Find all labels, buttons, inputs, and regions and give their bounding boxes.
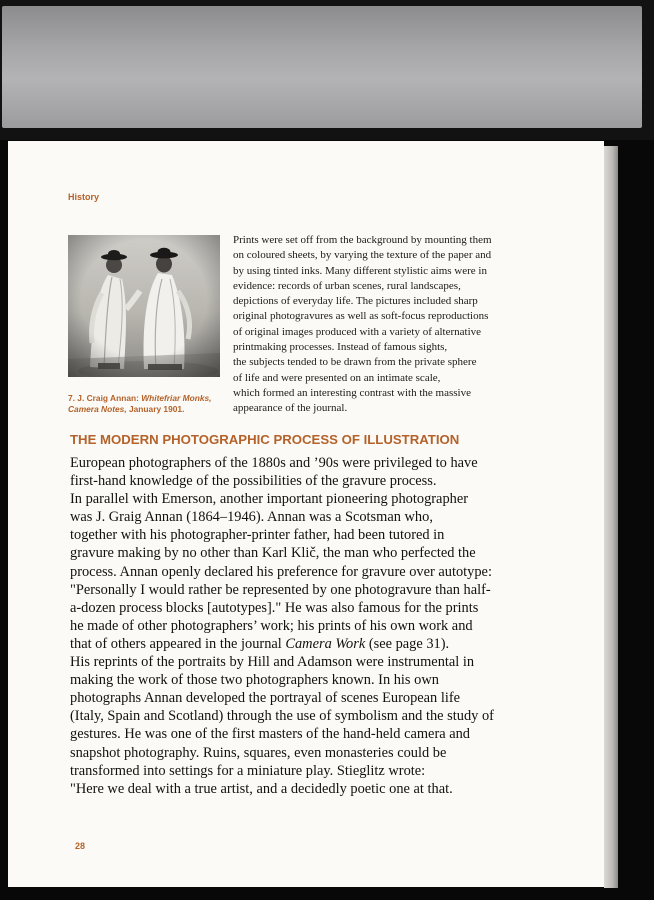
monks-photo-image [68,235,220,377]
section-label: History [68,192,100,202]
journal-name: Camera Work [285,635,366,652]
intro-line: depictions of everyday life. The pictures included sharp [233,295,478,308]
body-line: process. Annan openly declared his preference for gravure over autotype: [70,563,492,580]
journal-line-after: (see page 31). [365,635,450,652]
body-text [70,454,610,798]
intro-line: original photogravures as well as soft-focus reproductions [233,310,489,323]
body-line: making the work of those two photographers known. In his own [70,672,439,689]
body-line: "Personally I would rather be represented by one photogravure than half- [70,581,491,598]
intro-line: by using tinted inks. Many different stylistic aims were in [233,264,487,277]
body-line: was J. Graig Annan (1864–1946). Annan was a Scotsman who, [70,509,433,526]
caption-prefix: 7. J. Craig Annan: [68,393,142,403]
intro-line: of original images produced with a variety of alternative [233,325,482,338]
scan-background [0,0,654,140]
body-line: he made of other photographers’ work; his prints of his own work and [70,617,473,634]
intro-line: of life and were presented on an intimate scale, [233,371,441,384]
body-line: first-hand knowledge of the possibilities of the gravure process. [70,473,437,490]
body-line: transformed into settings for a miniature play. Stieglitz wrote: [70,762,426,779]
body-line: European photographers of the 1880s and ’90s were privileged to have [70,455,478,471]
previous-page-edge [2,6,642,128]
intro-paragraph [233,233,553,417]
body-line: (Italy, Spain and Scotland) through the use of symbolism and the study of [70,708,494,725]
intro-line: which formed an interesting contrast with the massive [233,386,471,399]
body-line: In parallel with Emerson, another important pioneering photographer [70,491,469,508]
body-line: a-dozen process blocks [autotypes]." He was also famous for the prints [70,599,479,616]
body-line: photographs Annan developed the portrayal of scenes European life [70,690,461,707]
body-line: snapshot photography. Ruins, squares, even monasteries could be [70,744,447,761]
intro-line: evidence: records of urban scenes, rural landscapes, [233,279,461,292]
body-line: together with his photographer-printer father, had been tutored in [70,527,445,544]
body-line: "Here we deal with a true artist, and a decidedly poetic one at that. [70,780,453,797]
intro-line: printmaking processes. Instead of famous sights, [233,341,448,354]
body-line: gravure making by no other than Karl Klič, the man who perfected the [70,545,476,562]
book-page [8,141,604,887]
intro-line: the subjects tended to be drawn from the private sphere [233,356,477,369]
intro-line: appearance of the journal. [233,402,348,415]
body-line-journal [70,635,610,653]
section-heading: THE MODERN PHOTOGRAPHIC PROCESS OF ILLUSTRATION [70,432,460,447]
caption-title: Whitefriar Monks, Camera Notes, [68,393,212,414]
body-line: gestures. He was one of the first masters of the hand-held camera and [70,726,470,743]
body-line: His reprints of the portraits by Hill and Adamson were instrumental in [70,654,475,671]
caption-date: January 1901. [126,404,185,414]
journal-line-before: that of others appeared in the journal [70,635,286,652]
intro-line: Prints were set off from the background by mounting them [233,234,492,246]
intro-line: on coloured sheets, by varying the texture of the paper and [233,249,492,262]
figure-caption [68,393,218,415]
figure-photograph [68,235,220,377]
page-number: 28 [75,841,86,851]
